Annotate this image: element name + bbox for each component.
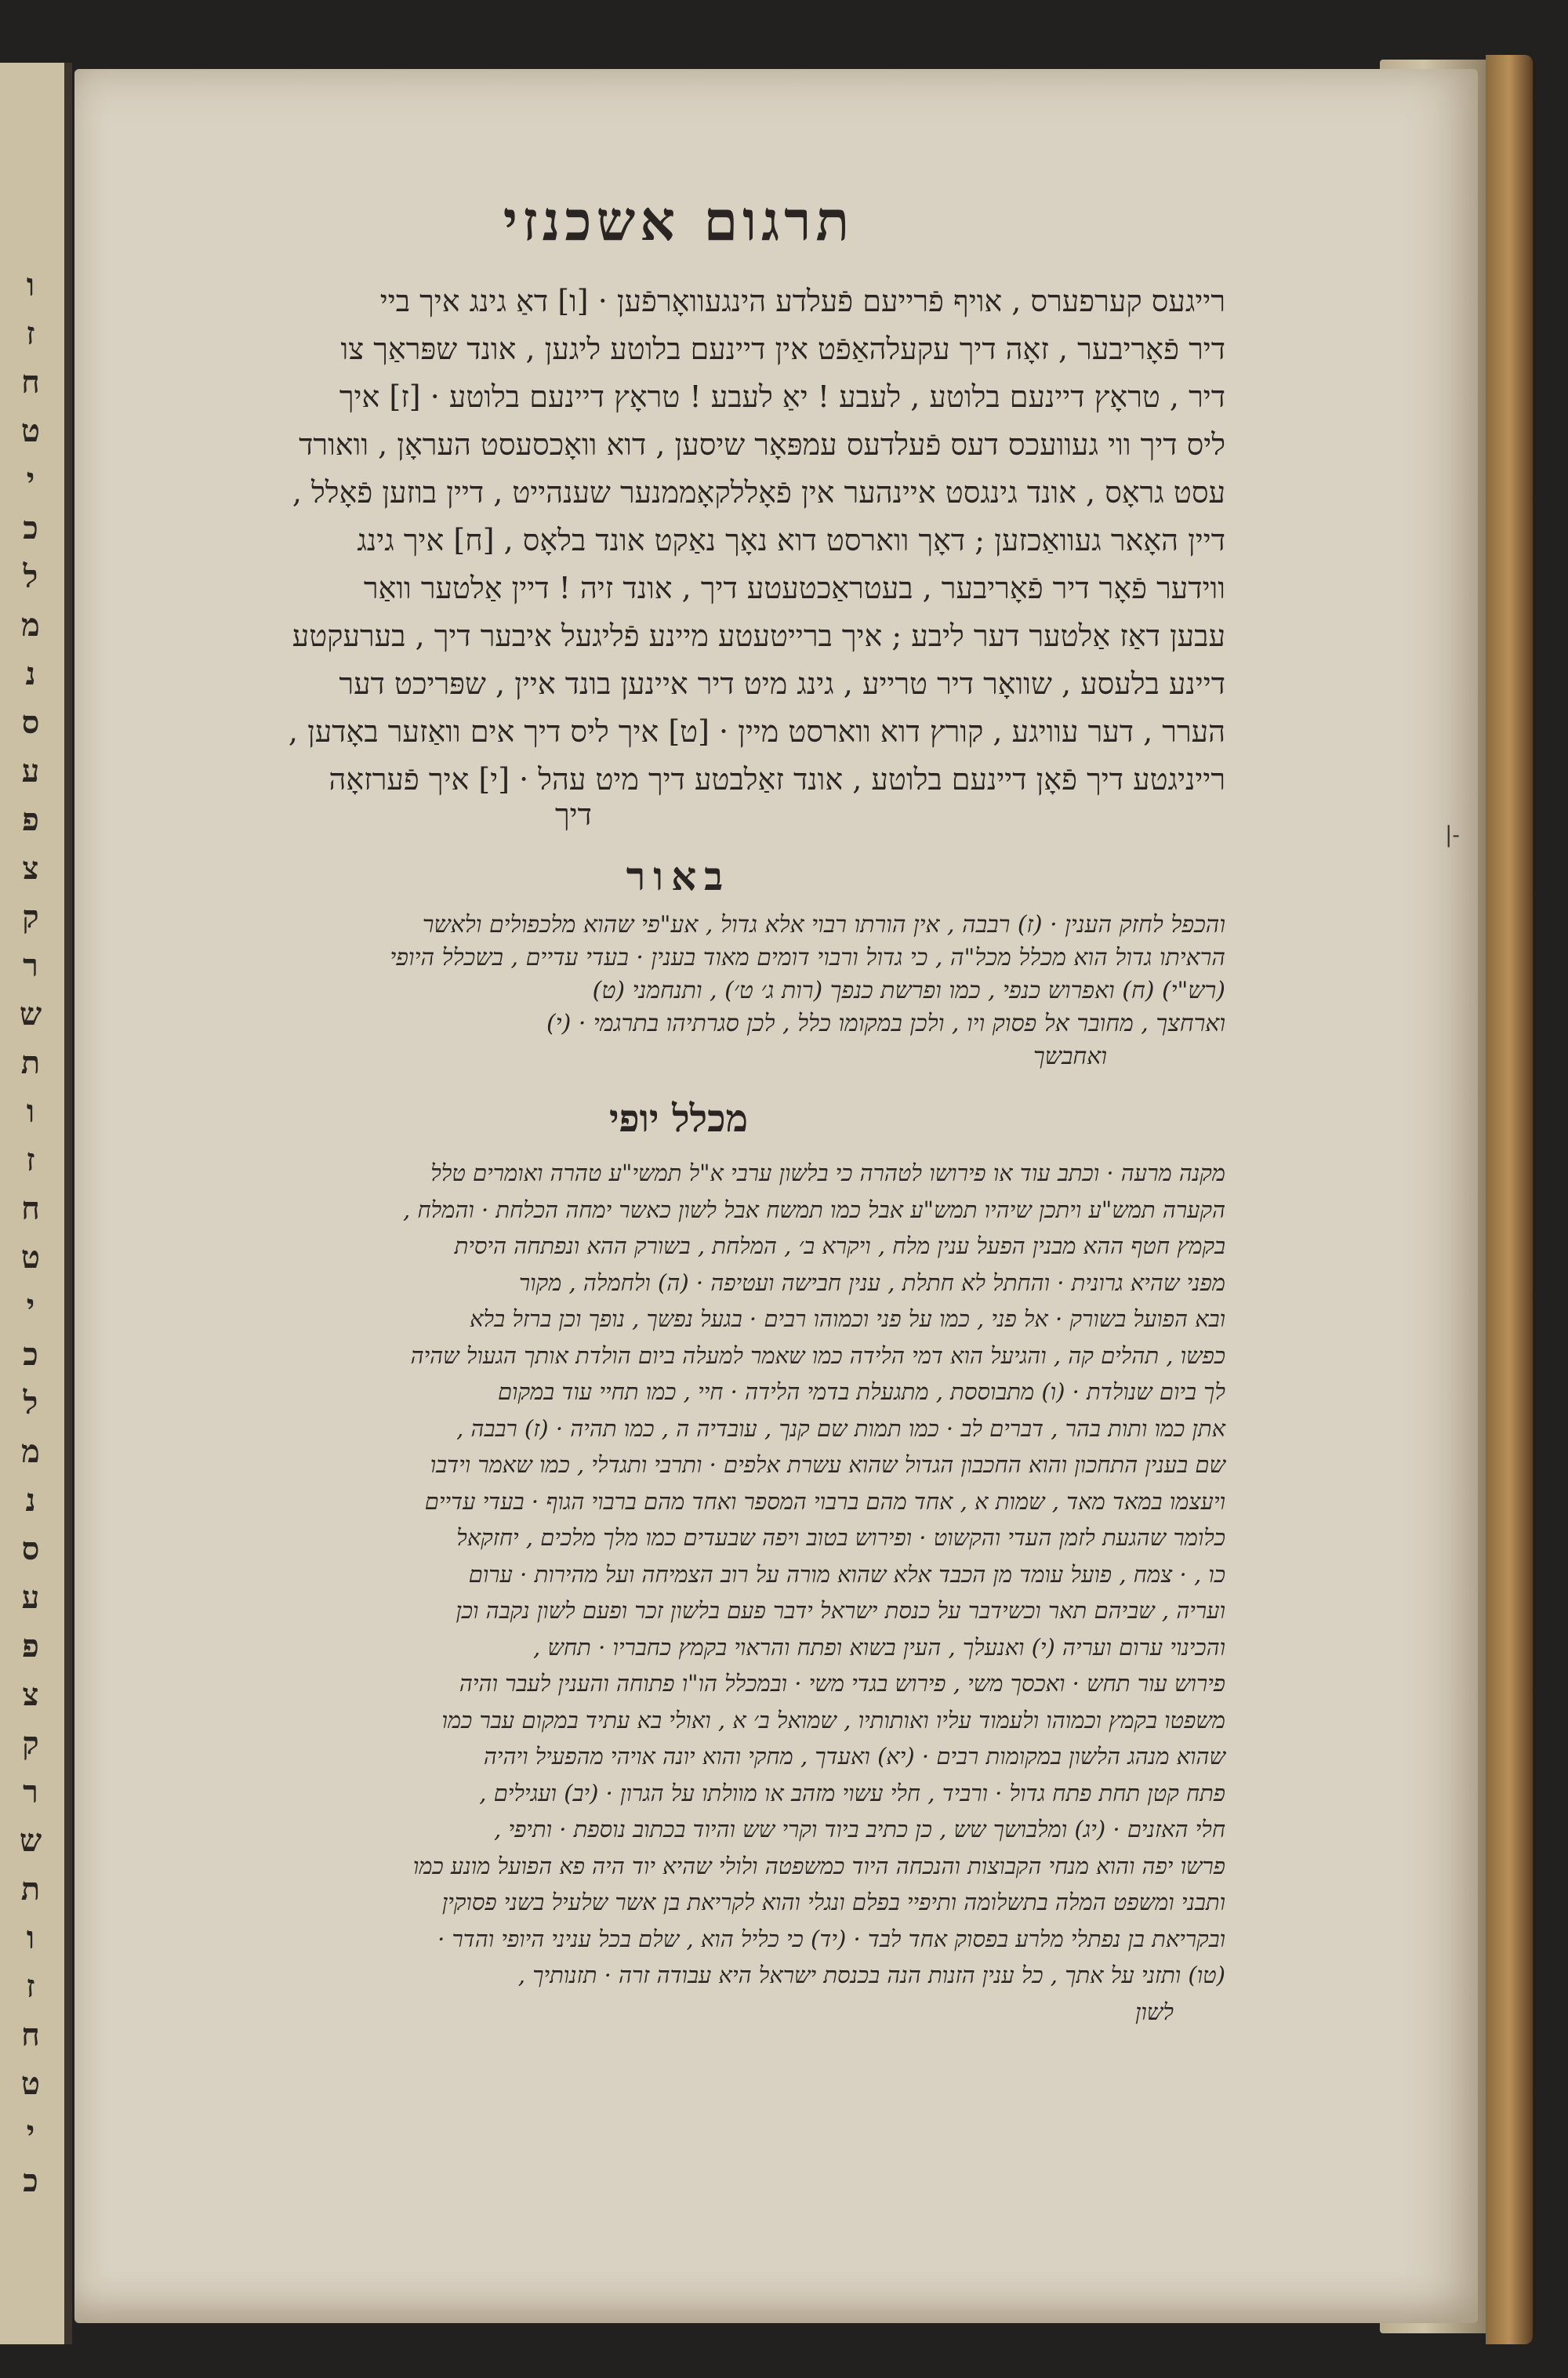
targum-line: עבען דאַז אַלטער דער ליבע ; איך ברייטעטע מיינע פֿליגעל איבער דיך , בערעקטע [292, 619, 1225, 653]
biur-section [132, 909, 1225, 1073]
facing-page-glyph: כ [23, 510, 38, 546]
facing-page-glyph: ש [19, 996, 42, 1033]
targum-section [132, 278, 1225, 839]
mikhlal-line: כו , · צמח , פועל עומד מן הכבד אלא שהוא מורה על רוב הצמיחה ועל מהירות · ערום [468, 1560, 1225, 1588]
facing-page-glyph: נ [25, 1482, 36, 1519]
targum-line: ווידער פֿאָר דיר פֿאָריבער , בעטראַכטעטע דיך , אונד זיה ! דיין אַלטער וואַר [363, 571, 1225, 605]
mikhlal-line: פתח קטן תחת פתח גדול · ורביד , חלי עשוי מזהב או מוולתו על הגרון · (יב) ועגילים , [479, 1779, 1225, 1806]
facing-page-glyph: מ [21, 607, 40, 644]
facing-page-glyph: ק [22, 1725, 39, 1762]
targum-line: ליס דיך ווי געוועכס דעס פֿעלדעס עמפּאָר שיסען , דוא וואָכסעסט העראָן , וואורד [299, 427, 1225, 462]
facing-page-glyph: כ [23, 1336, 38, 1373]
facing-page-glyph: ט [20, 412, 41, 449]
mikhlal-line: אתן כמו ותות בהר , דברים לב · כמו תמות שם קנך , עובדיה ה , כמו תהיה · (ז) רבבה , [456, 1414, 1225, 1442]
mikhlal-line: פירוש עור תחש · ואכסך משי , פירוש בגדי משי · ובמכלל הו"ו פתוחה והענין לעבר והיה [459, 1670, 1225, 1697]
biur-line: (רש"י) (ח) ואפרוש כנפי , כמו ופרשת כנפך (רות ג׳ ט׳) , ותנחמני (ט) [592, 977, 1225, 1004]
facing-page-glyph: צ [22, 1676, 39, 1713]
facing-page-glyph: ז [26, 315, 35, 352]
facing-page-glyph: ת [20, 1871, 41, 1908]
mikhlal-catchword: לשון [1135, 1998, 1174, 2025]
targum-line: רייגעס קערפערס , אויף פֿרייעם פֿעלדע הינגעוואָרפֿען · [ו] דאַ גינג איך ביי [379, 284, 1225, 318]
targum-line: עסט גראָס , אונד גינגסט איינהער אין פֿאָללקאָממנער שענהייט , דיין בוזען פֿאָלל , [292, 475, 1225, 510]
mikhlal-line: בקמץ חטף ההא מבנין הפעל ענין מלח , ויקרא ב׳ , המלחת , בשורק ההא ונפתחה היסית [454, 1233, 1225, 1259]
facing-page-letters [3, 267, 58, 2211]
biur-line: וארחצך , מחובר אל פסוק ויו , ולכן במקומו כלל , לכן סגרתיהו בתרגמי · (י) [546, 1010, 1225, 1037]
mikhlal-line: (טו) ותזני על אתך , כל ענין הזנות הנה בכנסת ישראל היא עבודה זרה · תזנותיך , [517, 1962, 1225, 1988]
biur-catchword: ואחבשך [1033, 1043, 1107, 1070]
mikhlal-line: פרשו יפה והוא מנחי הקבוצות והנכחה היוד כמשפטה ולולי שהיא יוד היה פא הפועל מונע כמו [412, 1852, 1225, 1879]
facing-page-glyph: ו [26, 267, 35, 303]
mikhlal-line: והכינוי ערום ועריה (י) ואנעלך , העין בשוא ופתח והראוי בקמץ כחבריו · תחש , [533, 1633, 1225, 1661]
mikhlal-line: חלי האזנים · (יג) ומלבושך שש , כן כתיב ביוד וקרי שש והיוד בכתוב נוספת · ותיפי , [494, 1816, 1225, 1842]
mikhlal-line: שם בענין התחכון והוא החכבון הגדול שהוא עשרת אלפים · ותרבי ותגדלי , כמו שאמר וידבו [430, 1451, 1225, 1478]
facing-page-glyph: ז [26, 1142, 35, 1178]
facing-page-edge [0, 63, 72, 2344]
mikhlal-line: לך ביום שנולדת · (ו) מתבוססת , מתגעלת בדמי הלידה · חיי , כמו תחיי עוד במקום [497, 1378, 1225, 1405]
facing-page-glyph: ס [21, 1530, 40, 1567]
targum-line: דיינע בלעסע , שוואָר דיר טרייע , גינג מיט דיר איינען בונד איין , שפּריכט דער [339, 666, 1225, 701]
mikhlal-line: ובא הפועל בשורק · אל פני , כמו על פני וכמוהו רבים · בגעל נפשך , נופך וכן ברזל בלא [470, 1305, 1225, 1332]
facing-page-glyph: פ [22, 1628, 39, 1665]
targum-line: הערר , דער עוויגע , קורץ דוא ווארסט מיין · [ט] איך ליס דיך אים וואַזער באָדען , [288, 714, 1225, 749]
mikhlal-line: ותבני ומשפט המלה בתשלומה ותיפיי בפלם ונגלי והוא לקריאת בן אשר שלעיל בשני פסוקין [441, 1889, 1225, 1915]
facing-page-glyph: י [26, 2114, 35, 2151]
biur-line: הראיתו גדול הוא מכלל מכל"ה , כי גדול ורבוי דומים מאוד בענין · בעדי עדיים , בשכלל היופי [390, 944, 1225, 971]
mikhlal-line: משפטו בקמץ וכמוהו ולעמוד עליו ואותותיו , שמואל ב׳ א , ואולי בא עתיד במקום עבר כמו [441, 1706, 1225, 1734]
facing-page-glyph: ט [20, 2065, 41, 2102]
targum-line: רייניגטע דיך פֿאָן דיינעם בלוטע , אונד זאַלבטע דיך מיט עהל · [י] איך פֿערזאָה [328, 762, 1225, 797]
mikhlal-line: ויעצמו במאד מאד , שמות א , אחד מהם ברבוי המספר ואחד מהם ברבוי הגוף · בעדי עדיים [424, 1487, 1225, 1515]
targum-line: דיר פֿאָריבער , זאָה דיך עקעלהאַפֿט אין דיינעם בלוטע ליגען , אונד שפּראַך צו [340, 332, 1225, 366]
facing-page-glyph: ז [26, 1968, 35, 2005]
mikhlal-line: מפני שהיא גרונית · והחתל לא חתלת , ענין חבישה ועטיפה · (ה) ולחמלה , מקור [518, 1269, 1225, 1296]
facing-page-glyph: ש [19, 1822, 42, 1859]
facing-page-glyph: פ [22, 801, 39, 838]
facing-page-glyph: י [26, 461, 35, 498]
margin-mark: |- [1445, 822, 1460, 848]
gutter [64, 63, 72, 2344]
mikhlal-line: כלומר שהגעת לזמן העדי והקשוט · ופירוש בטוב ויפה שבעדים כמו מלך מלכים , יחזקאל [456, 1524, 1225, 1551]
facing-page-glyph: ק [22, 899, 39, 935]
facing-page-glyph: ל [23, 1385, 38, 1421]
facing-page-glyph: ע [21, 1579, 40, 1616]
mikhlal-line: מקנה מרעה · וכתב עוד או פירושו לטהרה כי בלשון ערבי א"ל תמשי"ע טהרה ואומרים טלל [430, 1160, 1225, 1186]
page-content [132, 188, 1225, 2030]
targum-catchword: דיך [555, 797, 592, 832]
facing-page-glyph: ט [20, 1239, 41, 1276]
facing-page-glyph: ס [21, 704, 40, 741]
facing-page-glyph: ל [23, 558, 38, 595]
facing-page-glyph: ר [23, 947, 38, 984]
facing-page-glyph: צ [22, 850, 39, 887]
book-cover-edge [1486, 55, 1533, 2344]
facing-page-glyph: ח [21, 1190, 40, 1227]
targum-line: דיר , טראָץ דיינעם בלוטע , לעבע ! יאַ לעבע ! טראָץ דיינעם בלוטע · [ז] איך [339, 379, 1225, 414]
facing-page-glyph: ו [26, 1919, 35, 1956]
facing-page-glyph: ח [21, 364, 40, 401]
mikhlal-line: ועריה , שביהם תאר וכשידבר על כנסת ישראל ידבר פעם בלשון זכר ופעם לשון נקבה וכן [456, 1597, 1225, 1624]
mikhlal-line: שהוא מנהג הלשון במקומות רבים · (יא) ואעדך , מחקי והוא יונה אויהי מהפעיל ויהיה [483, 1743, 1225, 1770]
biur-heading: באור [626, 853, 731, 899]
mikhlal-line: הקערה תמש"ע ויתכן שיהיו תמש"ע אבל כמו תמשח אבל לשון כאשר ימחה הכלחת · והמלח , [403, 1196, 1225, 1223]
mikhlal-heading: מכלל יופי [608, 1097, 749, 1141]
facing-page-glyph: ו [26, 1093, 35, 1130]
facing-page-glyph: י [26, 1287, 35, 1324]
targum-line: דיין האָאר געוואַכזען ; דאָך ווארסט דוא נאָך נאַקט אונד בלאָס , [ח] איך גינג [357, 523, 1225, 557]
mikhlal-section [132, 1155, 1225, 2030]
facing-page-glyph: ר [23, 1774, 38, 1810]
facing-page-glyph: ח [21, 2017, 40, 2053]
facing-page-glyph: כ [23, 2162, 38, 2199]
mikhlal-line: כפשו , תהלים קה , והגיעל הוא דמי הלידה כמו שאמר למעלה ביום הולדת אותך הגעול שהיה [410, 1341, 1225, 1369]
facing-page-glyph: נ [25, 655, 36, 692]
facing-page-glyph: מ [21, 1433, 40, 1470]
biur-line: והכפל לחזק הענין · (ז) רבבה , אין הורתו רבוי אלא גדול , אע"פי שהוא מלכפולים ולאשר [422, 911, 1225, 938]
facing-page-glyph: ת [20, 1044, 41, 1081]
page-title: תרגום אשכנזי [503, 188, 855, 253]
mikhlal-line: ובקריאת בן נפתלי מלרע בפסוק אחד לבד · (יד) כי כליל הוא , שלם בכל עניני היופי והדר · [437, 1925, 1225, 1952]
facing-page-glyph: ע [21, 753, 40, 790]
